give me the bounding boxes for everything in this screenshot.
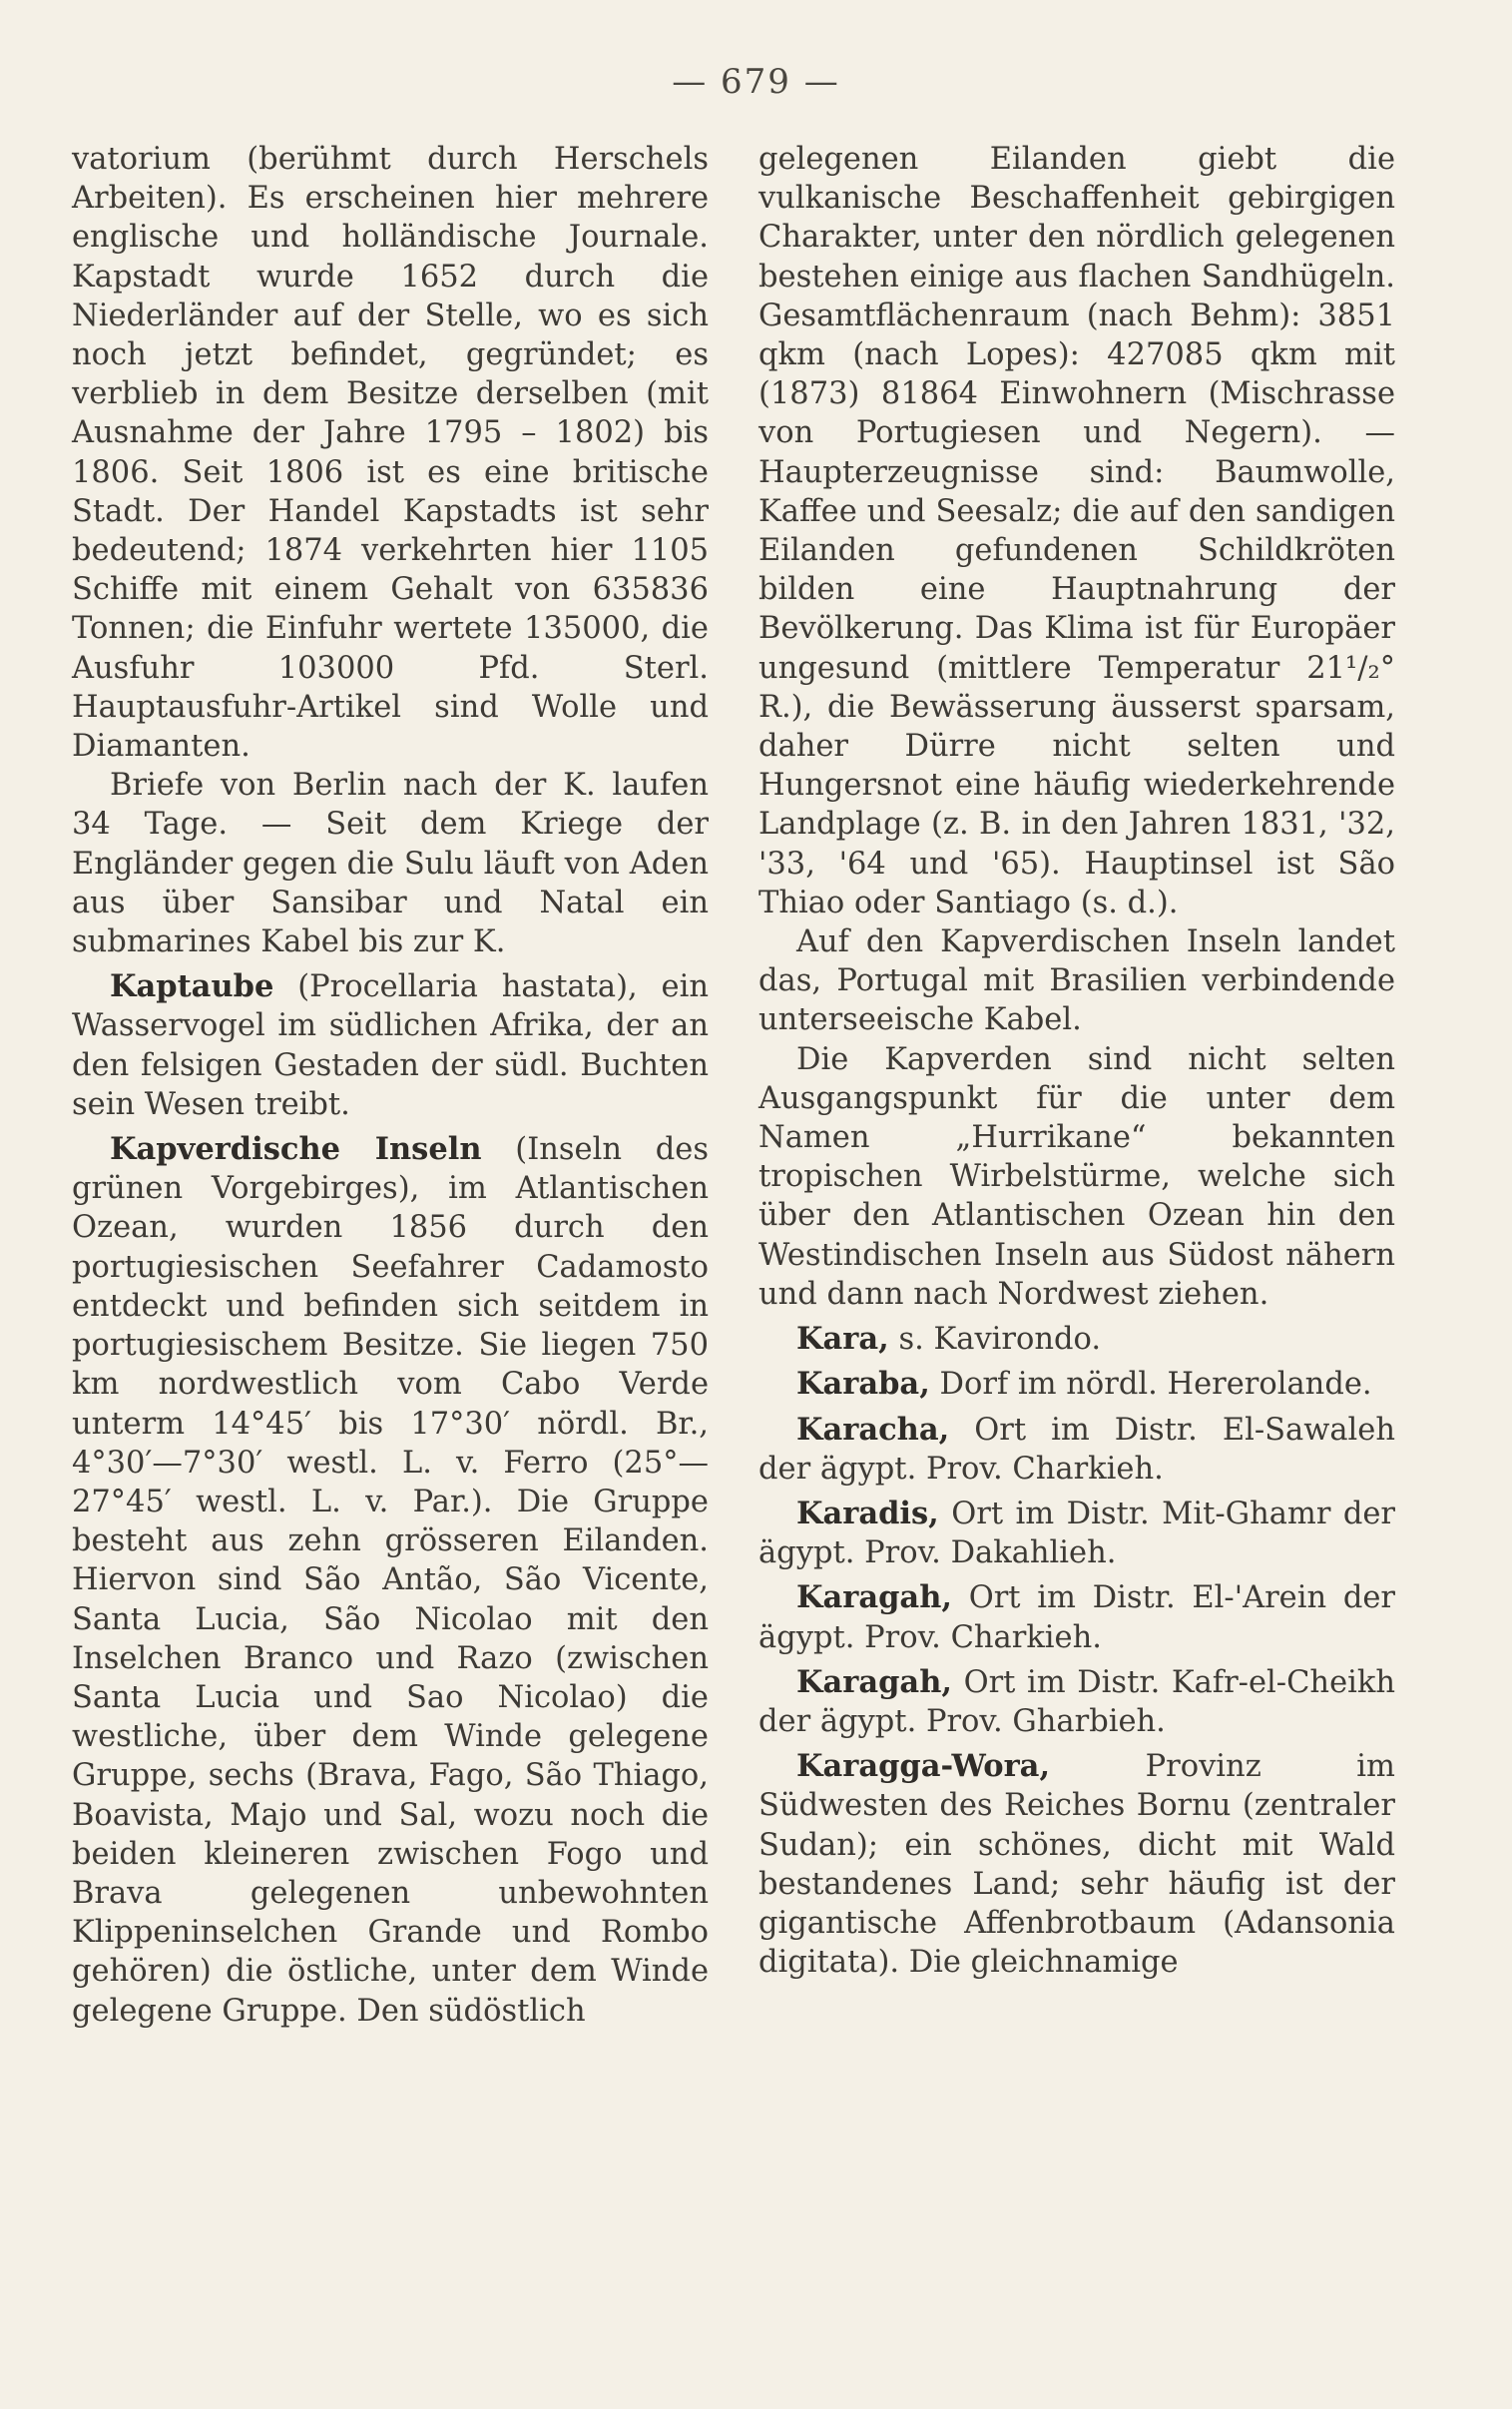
left-column: [72, 140, 709, 2031]
headword: Kaptaube: [110, 968, 274, 1005]
right-column: [758, 140, 1395, 1982]
dictionary-entry: [758, 1578, 1395, 1656]
page-number: — 679 —: [672, 62, 840, 102]
dictionary-entry: [758, 1365, 1395, 1404]
entry-text: Provinz im Südwesten des Reiches Bornu (zentraler Sudan); ein schönes, dicht mit Wald bestandenes Land; sehr häufig ist der gigantische Affenbrotbaum (Adansonia digitata). Die gleichnamige: [758, 1749, 1395, 1981]
headword: Kara,: [796, 1321, 889, 1358]
entry-text: Ort im Distr. El-'Arein der ägypt. Prov. Charkieh.: [758, 1580, 1395, 1655]
headword: Karadis,: [796, 1495, 939, 1531]
paragraph: vatorium (berühmt durch Herschels Arbeiten). Es erscheinen hier mehrere englische und holländische Journale. Kapstadt wurde 1652 durch die Niederländer auf der Stelle, wo es sich noch jetzt befindet, gegründet; es verblieb in dem Besitze derselben (mit Ausnahme der Jahre 1795 – 1802) bis 1806. Seit 1806 ist es eine britische Stadt. Der Handel Kapstadts ist sehr bedeutend; 1874 verkehrten hier 1105 Schiffe mit einem Gehalt von 635836 Tonnen; die Einfuhr wertete 135000, die Ausfuhr 103000 Pfd. Sterl. Hauptausfuhr-Artikel sind Wolle und Diamanten.: [72, 142, 709, 765]
dictionary-entry: [758, 1495, 1395, 1572]
entry-text: Ort im Distr. El-Sawaleh der ägypt. Prov. Charkieh.: [758, 1412, 1395, 1487]
dictionary-entry: [758, 1663, 1395, 1741]
paragraph: gelegenen Eilanden giebt die vulkanische Beschaffenheit gebirgigen Charakter, unter den nördlich gelegenen bestehen einige aus flachen Sandhügeln. Gesamtflächenraum (nach Behm): 3851 qkm (nach Lopes): 427085 qkm mit (1873) 81864 Einwohnern (Mischrasse von Portugiesen und Negern). — Haupterzeugnisse sind: Baumwolle, Kaffee und Seesalz; die auf den sandigen Eilanden gefundenen Schildkröten bilden eine Hauptnahrung der Bevölkerung. Das Klima ist für Europäer ungesund (mittlere Temperatur 21¹/₂° R.), die Bewässerung äusserst sparsam, daher Dürre nicht selten und Hungersnot eine häufig wiederkehrende Landplage (z. B. in den Jahren 1831, '32, '33, '64 und '65). Hauptinsel ist São Thiao oder Santiago (s. d.).: [758, 142, 1395, 920]
headword: Karagga-Wora,: [796, 1748, 1051, 1785]
entry-text: s. Kavirondo.: [898, 1322, 1102, 1358]
headword: Karacha,: [796, 1411, 950, 1448]
dictionary-entry: [72, 967, 709, 1124]
entry-text: (Procellaria hastata), ein Wasservogel im südlichen Afrika, der an den felsigen Gestaden der südl. Buchten sein Wesen treibt.: [72, 969, 709, 1122]
entry-text: Dorf im nördl. Hererolande.: [939, 1367, 1372, 1403]
headword: Karagah,: [796, 1579, 952, 1616]
entry-text: Ort im Distr. Mit-Ghamr der ägypt. Prov. Dakahlieh.: [758, 1496, 1395, 1571]
dictionary-entry: [758, 1747, 1395, 1982]
entry-text: (Inseln des grünen Vorgebirges), im Atlantischen Ozean, wurden 1856 durch den portugiesischen Seefahrer Cadamosto entdeckt und befinden sich seitdem in portugiesischem Besitze. Sie liegen 750 km nordwestlich vom Cabo Verde unterm 14°45′ bis 17°30′ nördl. Br., 4°30′—7°30′ westl. L. v. Ferro (25°—27°45′ westl. L. v. Par.). Die Gruppe besteht aus zehn grösseren Eilanden. Hiervon sind São Antão, São Vicente, Santa Lucia, São Nicolao mit den Inselchen Branco und Razo (zwischen Santa Lucia und Sao Nicolao) die westliche, über dem Winde gelegene Gruppe, sechs (Brava, Fago, São Thiago, Boavista, Majo und Sal, wozu noch die beiden kleineren zwischen Fogo und Brava gelegenen unbewohnten Klippeninselchen Grande und Rombo gehören) die östliche, unter dem Winde gelegene Gruppe. Den südöstlich: [72, 1132, 709, 2029]
headword: Karagah,: [796, 1663, 952, 1700]
dictionary-entry: [72, 1130, 709, 2031]
dictionary-entry: [758, 1320, 1395, 1359]
paragraph: Briefe von Berlin nach der K. laufen 34 Tage. — Seit dem Kriege der Engländer gegen die Sulu läuft von Aden aus über Sansibar und Natal ein submarines Kabel bis zur K.: [72, 768, 709, 960]
entry-text: Ort im Distr. Kafr-el-Cheikh der ägypt. Prov. Gharbieh.: [758, 1664, 1395, 1739]
dictionary-entry: [758, 1411, 1395, 1489]
headword: Karaba,: [796, 1366, 930, 1403]
paragraph: Die Kapverden sind nicht selten Ausgangspunkt für die unter dem Namen „Hurrikane“ bekannten tropischen Wirbelstürme, welche sich über den Atlantischen Ozean hin den Westindischen Inseln aus Südost nähern und dann nach Nordwest ziehen.: [758, 1041, 1395, 1312]
headword: Kapverdische Inseln: [110, 1131, 482, 1168]
paragraph: Auf den Kapverdischen Inseln landet das, Portugal mit Brasilien verbindende unterseeische Kabel.: [758, 924, 1395, 1038]
